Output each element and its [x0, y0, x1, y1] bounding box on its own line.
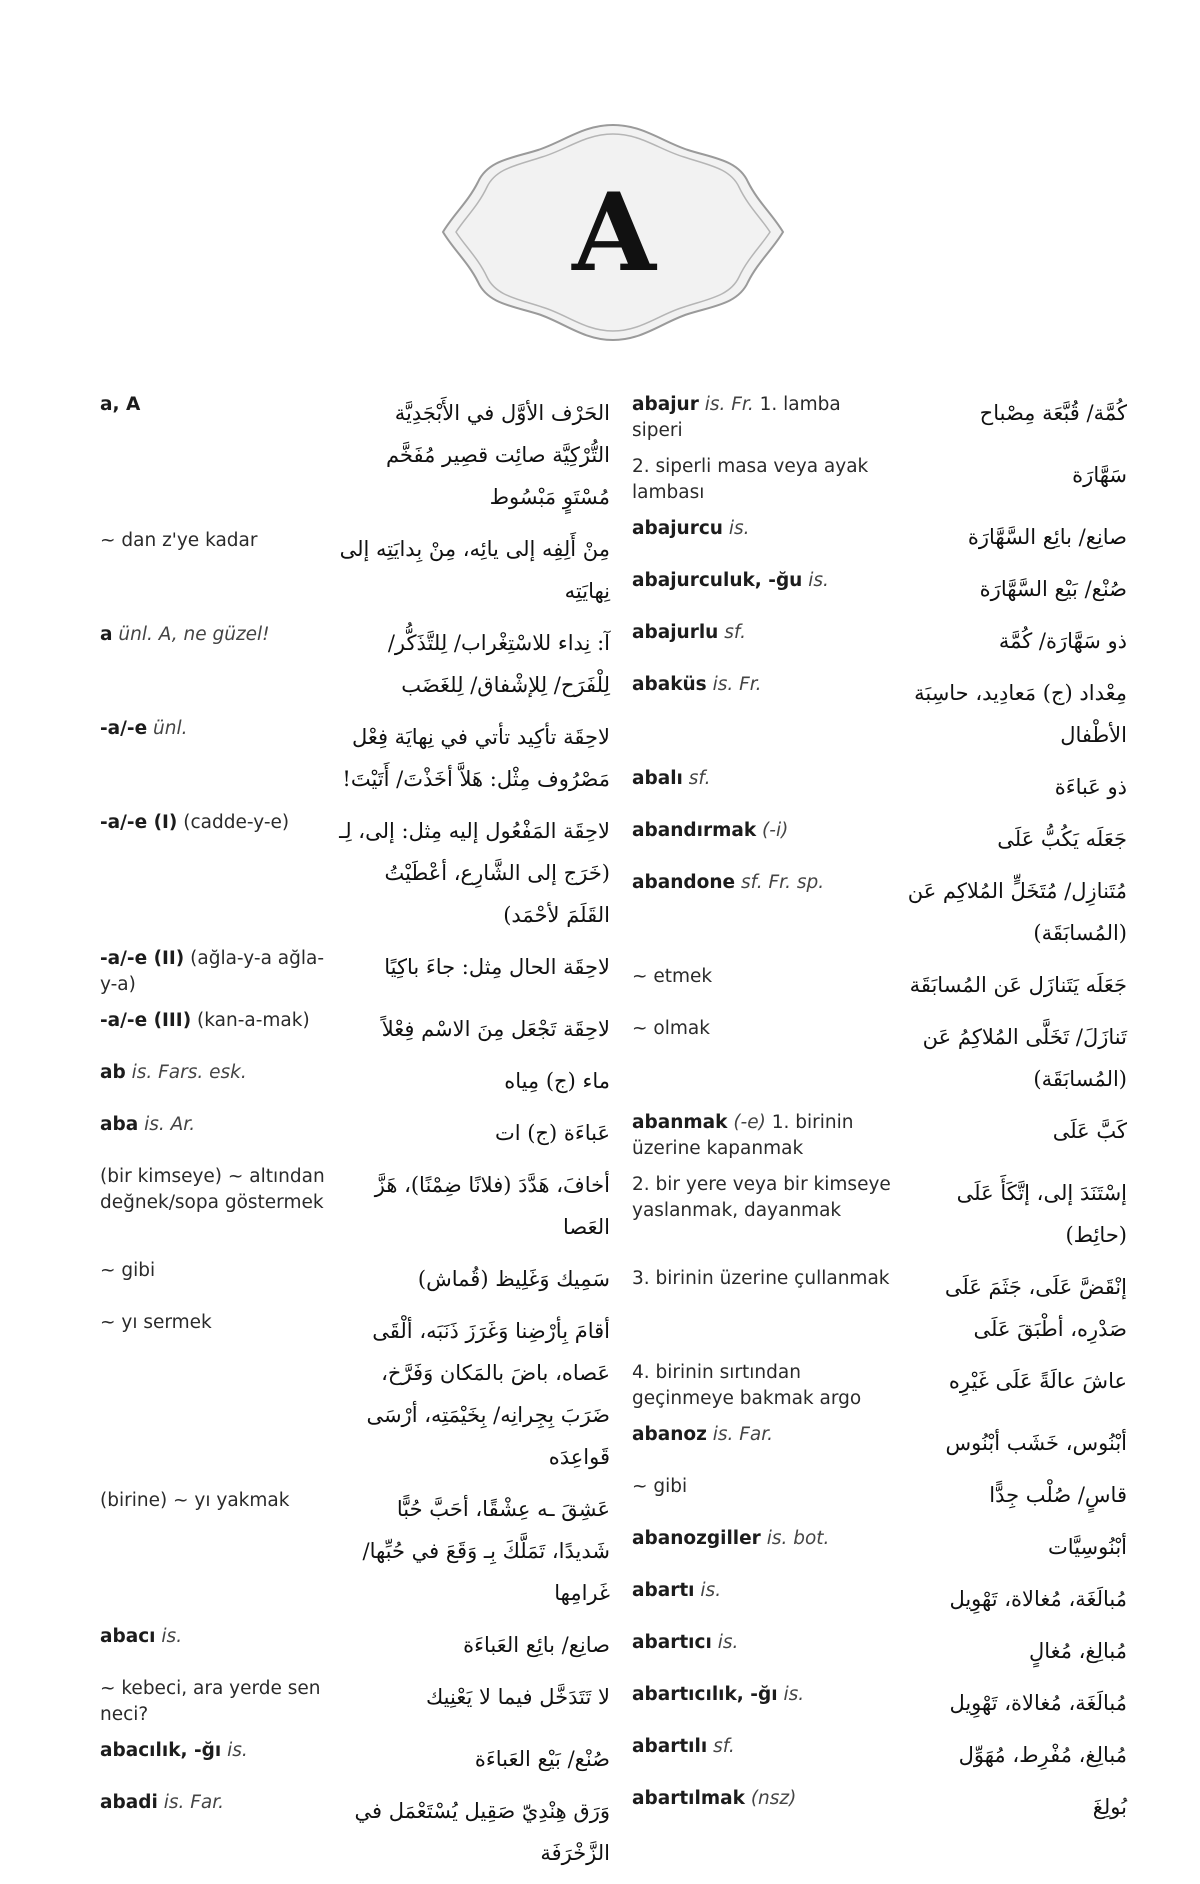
turkish-term: [632, 1682, 892, 1708]
turkish-term: [100, 1790, 325, 1816]
phrase-text: ~ kebeci, ara yerde sen neci?: [100, 1678, 321, 1725]
headword: abacılık, -ğı: [100, 1740, 222, 1761]
arabic-translation: مُبالِغ، مُغالٍ: [1028, 1639, 1127, 1663]
phrase-text: 4. birinin sırtından geçinmeye bakmak argo: [632, 1362, 862, 1409]
dictionary-entry: [100, 810, 610, 936]
dictionary-entry: [100, 1624, 610, 1666]
turkish-term: [100, 810, 325, 836]
arabic-translation: صُنْع/ بَيْع السَّهَّارَة: [979, 577, 1127, 601]
headword: abajur: [632, 394, 699, 415]
dictionary-entry: [632, 870, 1127, 954]
turkish-term: [100, 392, 325, 418]
arabic-translation: تَنازَلَ/ تَخَلَّى المُلاكِمُ عَن (المُسابَقَة): [922, 1025, 1127, 1091]
dictionary-entry: [632, 620, 1127, 662]
headword: ab: [100, 1062, 126, 1083]
grammar-label: is.: [808, 570, 829, 591]
headword: abanmak: [632, 1112, 728, 1133]
grammar-label: is. Ar.: [144, 1114, 196, 1135]
arabic-translation: مُبالَغَة، مُغالاة، تَهْوِيل: [949, 1691, 1127, 1715]
arabic-translation: لاحِقَة تَجْعَل مِنَ الاسْم فِعْلاً: [381, 1017, 610, 1041]
phrase-text: (birine) ~ yı yakmak: [100, 1490, 290, 1511]
turkish-term: [100, 1676, 325, 1728]
dictionary-entry: [632, 1734, 1127, 1776]
arabic-translation: جَعَلَه يَتَنازَل عَن المُسابَقَة: [909, 973, 1127, 997]
turkish-term: [100, 1310, 325, 1336]
turkish-term: [632, 1474, 892, 1500]
turkish-term: [100, 1164, 325, 1216]
headword: abadi: [100, 1792, 158, 1813]
dictionary-entry: [632, 1422, 1127, 1464]
dictionary-entry: [100, 1488, 610, 1614]
turkish-term: [100, 528, 325, 554]
headword: abartıcılık, -ğı: [632, 1684, 778, 1705]
grammar-label: is.: [783, 1684, 805, 1705]
arabic-translation: أقامَ بِأرْضِنا وَغَرَزَ ذَنَبَه، ألْقَى عَصاه، باضَ بالمَكان وَفَرَّخ، ضَرَبَ بِجِرانِه/ بِخَيْمَتِه، أرْسَى قَواعِدَه: [366, 1319, 610, 1469]
arabic-translation: ماء (ج) مِياه: [504, 1069, 610, 1093]
dictionary-entry: [100, 1310, 610, 1478]
turkish-term: [100, 946, 325, 998]
turkish-term: [632, 766, 892, 792]
headword: abalı: [632, 768, 683, 789]
headword: a, A: [100, 394, 141, 415]
dictionary-entry: [100, 1258, 610, 1300]
arabic-translation: آ: نِداء للاسْتِغْراب/ لِلتَّذَكُّر/ لِلْفَرَح/ لِلإشْفاق/ لِلغَضَب: [387, 631, 610, 697]
arabic-translation: إسْتَنَدَ إلى، إتَّكَأَ عَلَى (حائِط): [956, 1181, 1127, 1247]
arabic-translation: لاحِقَة المَفْعُول إليه مِثل: إلى، لِـ (خَرَج إلى الشَّارِع، أعْطَيْتُ القَلَمَ لأحْمَد): [339, 819, 610, 927]
headword: -a/-e (III): [100, 1010, 192, 1031]
headword: -a/-e (I): [100, 812, 178, 833]
dictionary-entry: [100, 1676, 610, 1728]
dictionary-entry: [632, 818, 1127, 860]
turkish-term: [100, 1008, 325, 1034]
arabic-translation: مِعْداد (ج) مَعادِيد، حاسِبَة الأطْفال: [914, 681, 1127, 747]
turkish-term: [632, 1266, 892, 1292]
headword: abanoz: [632, 1424, 707, 1445]
dictionary-entry: [632, 1682, 1127, 1724]
arabic-translation: سَهَّارَة: [1072, 463, 1127, 487]
dictionary-entry: [100, 622, 610, 706]
turkish-term: [100, 1488, 325, 1514]
dictionary-entry: [632, 568, 1127, 610]
arabic-translation: لا تَتَدَخَّل فيما لا يَعْنِيك: [425, 1685, 610, 1709]
grammar-label: is.: [728, 518, 750, 539]
dictionary-entry: [100, 1738, 610, 1780]
left-column: [100, 392, 610, 1884]
arabic-translation: لاحِقَة تأكِيد تأتي في نِهايَة فِعْل مَصْرُوف مِثْل: هَلاَّ أخَذْتَ/ أَتَيْتَ!: [342, 725, 610, 791]
arabic-translation: ذو سَهَّارَة/ كُمَّة: [998, 629, 1127, 653]
dictionary-entry: [632, 1474, 1127, 1516]
dictionary-entry: [632, 1630, 1127, 1672]
phrase-text: ~ yı sermek: [100, 1312, 212, 1333]
turkish-term: [632, 870, 892, 896]
dictionary-entry: [632, 1016, 1127, 1100]
turkish-term: [632, 1016, 892, 1042]
dictionary-entry: [100, 1060, 610, 1102]
arabic-translation: ذو عَباءَة: [1054, 775, 1127, 799]
grammar-label: is. Fr.: [712, 674, 762, 695]
dictionary-entry: [100, 716, 610, 800]
dictionary-entry: [100, 1112, 610, 1154]
turkish-term: [632, 1172, 892, 1224]
turkish-term: [100, 1258, 325, 1284]
grammar-label: is. bot.: [766, 1528, 830, 1549]
grammar-label: (nsz): [750, 1788, 797, 1809]
phrase-text: ~ gibi: [632, 1476, 688, 1497]
dictionary-entry: [632, 1266, 1127, 1350]
grammar-label: is.: [227, 1740, 248, 1761]
headword: abacı: [100, 1626, 156, 1647]
arabic-translation: بُولِغَ: [1092, 1795, 1127, 1819]
turkish-term: [632, 1360, 892, 1412]
turkish-term: [632, 568, 892, 594]
arabic-translation: مُبالَغَة، مُغالاة، تَهْوِيل: [949, 1587, 1127, 1611]
dictionary-entry: [100, 528, 610, 612]
arabic-translation: مُبالِغ، مُفْرِط، مُهَوِّل: [958, 1743, 1127, 1767]
right-column: [632, 392, 1127, 1838]
headword: -a/-e (II): [100, 948, 185, 969]
arabic-translation: سَمِيك وَغَلِيظ (قُماش): [417, 1267, 610, 1291]
headword: abartı: [632, 1580, 695, 1601]
dictionary-entry: [632, 1172, 1127, 1256]
grammar-label: is. Fr.: [704, 394, 754, 415]
arabic-translation: جَعَلَه يَكُبُّ عَلَى: [997, 827, 1127, 851]
turkish-term: [100, 1060, 325, 1086]
arabic-translation: أخافَ، هَدَّدَ (فلانًا ضِمْنًا)، هَزَّ العَصا: [374, 1173, 610, 1239]
headword: abandone: [632, 872, 736, 893]
grammar-label: sf.: [713, 1736, 735, 1757]
turkish-term: [100, 1738, 325, 1764]
turkish-term: [632, 964, 892, 990]
arabic-translation: عاشَ عالَةً عَلَى غَيْرِه: [948, 1369, 1127, 1393]
grammar-label: sf. Fr. sp.: [740, 872, 825, 893]
dictionary-entry: [632, 1526, 1127, 1568]
phrase-text: 3. birinin üzerine çullanmak: [632, 1268, 890, 1289]
dictionary-entry: [100, 392, 610, 518]
arabic-translation: صانِع/ بائِع السَّهَّارَة: [967, 525, 1127, 549]
phrase-text: ~ olmak: [632, 1018, 710, 1039]
grammar-label: is.: [700, 1580, 722, 1601]
dictionary-entry: [100, 946, 610, 998]
headword: abandırmak: [632, 820, 757, 841]
headword: a: [100, 624, 113, 645]
phrase-text: (kan-a-mak): [197, 1010, 310, 1031]
arabic-translation: صانِع/ بائِع العَباءَة: [463, 1633, 610, 1657]
grammar-label: (-e): [733, 1112, 766, 1133]
dictionary-entry: [632, 964, 1127, 1006]
dictionary-entry: [632, 516, 1127, 558]
section-letter: A: [572, 169, 654, 296]
phrase-text: 1. birinin üzerine kapanmak: [632, 1112, 854, 1159]
turkish-term: [632, 672, 892, 698]
headword: -a/-e: [100, 718, 148, 739]
turkish-term: [632, 1422, 892, 1448]
grammar-label: is.: [717, 1632, 739, 1653]
arabic-translation: كُمَّة/ قُبَّعَة مِصْباح: [979, 401, 1127, 425]
grammar-label: sf.: [724, 622, 746, 643]
turkish-term: [632, 1526, 892, 1552]
turkish-term: [632, 392, 892, 444]
arabic-translation: صُنْع/ بَيْع العَباءَة: [474, 1747, 610, 1771]
arabic-translation: إنْقَضَّ عَلَى، جَثَمَ عَلَى صَدْرِه، أطْبَقَ عَلَى: [944, 1275, 1127, 1341]
grammar-label: is. Far.: [163, 1792, 224, 1813]
turkish-term: [632, 1630, 892, 1656]
turkish-term: [100, 1624, 325, 1650]
turkish-term: [632, 1110, 892, 1162]
dictionary-entry: [632, 454, 1127, 506]
turkish-term: [100, 716, 325, 742]
phrase-text: 2. siperli masa veya ayak lambası: [632, 456, 869, 503]
grammar-label: (-i): [762, 820, 789, 841]
arabic-translation: مُتَنازِل/ مُتَخَلٍّ المُلاكِم عَن (المُسابَقَة): [907, 879, 1127, 945]
dictionary-entry: [100, 1790, 610, 1874]
grammar-label: ünl. A, ne güzel!: [118, 624, 270, 645]
arabic-translation: لاحِقَة الحال مِثل: جاءَ باكِيًا: [384, 955, 610, 979]
grammar-label: is. Fars. esk.: [131, 1062, 247, 1083]
dictionary-entry: [632, 1578, 1127, 1620]
grammar-label: is. Far.: [712, 1424, 774, 1445]
turkish-term: [100, 622, 325, 648]
headword: abajurculuk, -ğu: [632, 570, 803, 591]
turkish-term: [632, 818, 892, 844]
headword: abajurcu: [632, 518, 723, 539]
dictionary-entry: [632, 1786, 1127, 1828]
turkish-term: [632, 1786, 892, 1812]
turkish-term: [632, 516, 892, 542]
headword: abartılmak: [632, 1788, 745, 1809]
dictionary-entry: [100, 1008, 610, 1050]
arabic-translation: عَشِقَ ـه عِشْقًا، أحَبَّ حُبًّا شَديدًا، تَمَلَّكَ بِـ وَقَعَ في حُبِّها/ غَرامِها: [362, 1497, 610, 1605]
arabic-translation: كَبَّ عَلَى: [1052, 1119, 1127, 1143]
turkish-term: [632, 620, 892, 646]
dictionary-entry: [632, 1110, 1127, 1162]
phrase-text: (bir kimseye) ~ altından değnek/sopa göstermek: [100, 1166, 325, 1213]
dictionary-entry: [632, 1360, 1127, 1412]
phrase-text: 1. lamba siperi: [632, 394, 841, 441]
turkish-term: [632, 454, 892, 506]
turkish-term: [100, 1112, 325, 1138]
phrase-text: (cadde-y-e): [183, 812, 290, 833]
headword: abaküs: [632, 674, 707, 695]
grammar-label: ünl.: [153, 718, 188, 739]
headword: abartıcı: [632, 1632, 712, 1653]
headword: abartılı: [632, 1736, 708, 1757]
headword: abanozgiller: [632, 1528, 761, 1549]
arabic-translation: مِنْ أَلِفِه إلى يائِه، مِنْ بِدايَتِه إلى نِهايَتِه: [339, 537, 610, 603]
dictionary-entry: [100, 1164, 610, 1248]
arabic-translation: الحَرْف الأوَّل في الأَبْجَدِيَّة التُّرْكِيَّة صائِت قصِير مُفَخَّم مُسْتَوٍ مَبْسُوط: [385, 401, 610, 509]
arabic-translation: أبْنُوس، خَشَب أبْنُوس: [945, 1431, 1127, 1455]
dictionary-entry: [632, 766, 1127, 808]
phrase-text: 2. bir yere veya bir kimseye yaslanmak, dayanmak: [632, 1174, 891, 1221]
arabic-translation: عَباءَة (ج) ات: [494, 1121, 610, 1145]
phrase-text: ~ etmek: [632, 966, 713, 987]
turkish-term: [632, 1734, 892, 1760]
headword: aba: [100, 1114, 139, 1135]
arabic-translation: وَرَق هِنْدِيّ صَقِيل يُسْتَعْمَل في الزَّخْرَفَة: [354, 1799, 610, 1865]
letter-badge: [438, 120, 788, 345]
dictionary-entry: [632, 392, 1127, 444]
dictionary-entry: [632, 672, 1127, 756]
grammar-label: sf.: [688, 768, 711, 789]
grammar-label: is.: [161, 1626, 183, 1647]
arabic-translation: أبْنُوسِيَّات: [1048, 1535, 1127, 1559]
phrase-text: ~ dan z'ye kadar: [100, 530, 258, 551]
headword: abajurlu: [632, 622, 719, 643]
arabic-translation: قاسٍ/ صُلْب جِدًّا: [989, 1483, 1127, 1507]
turkish-term: [632, 1578, 892, 1604]
phrase-text: ~ gibi: [100, 1260, 156, 1281]
phrase-text: (ağla-y-a ağla-y-a): [100, 948, 325, 995]
